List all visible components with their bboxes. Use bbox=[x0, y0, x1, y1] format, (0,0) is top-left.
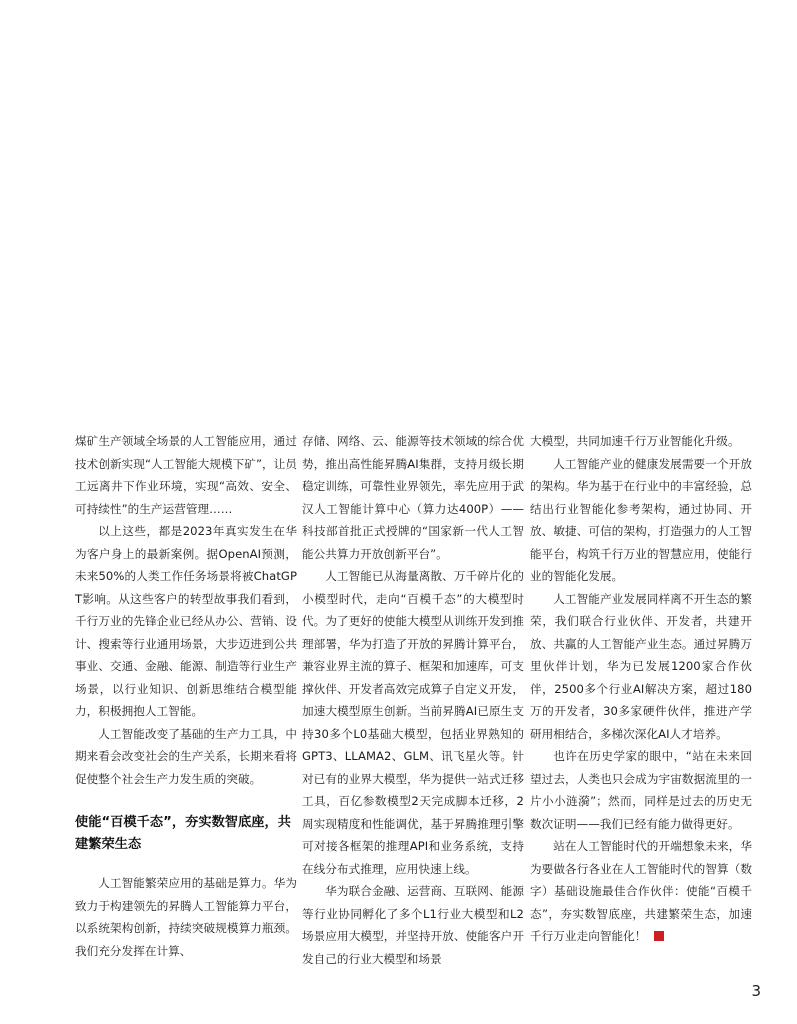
paragraph: 人工智能已从海量离散、万千碎片化的小模型时代，走向“百模千态”的大模型时代。为了更好的使能大模型从训练开发到推理部署，华为打造了开放的昇腾计算平台，兼容业界主流的算子、框架和加速库，可支撑伙伴、开发者高效完成算子自定义开发，加速大模型原生创新。当前昇腾AI已原生支持30多个L0基础大模型，包括业界熟知的GPT3、LLAMA2、GLM、讯飞星火等。针对已有的业界大模型，华为提供一站式迁移工具，百亿参数模型2天完成脚本迁移，2周实现精度和性能调优，基于昇腾推理引擎可对接各框架的推理API和业务系统，支持在线分布式推理，应用快速上线。 bbox=[302, 569, 524, 876]
paragraph: 煤矿生产领域全场景的人工智能应用，通过技术创新实现“人工智能大规模下矿”，让员工远离井下作业环境，实现“高效、安全、可持续性”的生产运营管理…… bbox=[75, 434, 297, 516]
section-heading: 使能“百模千态”，夯实数智底座，共建繁荣生态 bbox=[75, 815, 291, 852]
paragraph: 人工智能繁荣应用的基础是算力。华为致力于构建领先的昇腾人工智能算力平台，以系统架构创新，持续突破规模算力瓶颈。我们充分发挥在计算、 bbox=[75, 876, 297, 958]
paragraph: 华为联合金融、运营商、互联网、能源等行业协同孵化了多个L1行业大模型和L2场景应用大模型，并坚持开放、使能客户开发自己的行业大模型和场景 bbox=[302, 884, 524, 966]
paragraph: 大模型，共同加速千行万业智能化升级。 bbox=[530, 434, 740, 448]
paragraph-final bbox=[530, 835, 752, 948]
article-column-3 bbox=[530, 430, 752, 948]
article-column-2 bbox=[302, 430, 524, 970]
paragraph: 也许在历史学家的眼中，“站在未来回望过去，人类也只会成为宇宙数据流里的一片小小涟漪”；然而，同样是过去的历史无数次证明——我们已经有能力做得更好。 bbox=[530, 749, 752, 831]
paragraph: 人工智能产业发展同样离不开生态的繁荣，我们联合行业伙伴、开发者，共建开放、共赢的人工智能产业生态。通过昇腾万里伙伴计划，华为已发展1200家合作伙伴，2500多个行业AI解决方案，超过180万的开发者，30多家硬件伙伴，推进产学研用相结合，多梯次深化AI人才培养。 bbox=[530, 591, 752, 741]
paragraph: 人工智能改变了基础的生产力工具，中期来看会改变社会的生产关系，长期来看将促使整个社会生产力发生质的突破。 bbox=[75, 726, 297, 786]
paragraph: 存储、网络、云、能源等技术领域的综合优势，推出高性能昇腾AI集群，支持月级长期稳定训练，可靠性业界领先，率先应用于武汉人工智能计算中心（算力达400P）——科技部首批正式授牌的“国家新一代人工智能公共算力开放创新平台”。 bbox=[302, 434, 524, 561]
paragraph: 以上这些，都是2023年真实发生在华为客户身上的最新案例。据OpenAI预测，未来50%的人类工作任务场景将被ChatGPT影响。从这些客户的转型故事我们看到，千行万业的先锋企业已经从办公、营销、设计、搜索等行业通用场景，大步迈进到公共事业、交通、金融、能源、制造等行业生产场景，以行业知识、创新思维结合模型能力，积极拥抱人工智能。 bbox=[75, 524, 297, 718]
paragraph-final-text: 站在人工智能时代的开端想象未来，华为要做各行各业在人工智能时代的智算（数字）基础设施最佳合作伙伴：使能“百模千态”，夯实数智底座，共建繁荣生态，加速千行万业走向智能化！ bbox=[530, 839, 752, 943]
paragraph: 人工智能产业的健康发展需要一个开放的架构。华为基于在行业中的丰富经验，总结出行业智能化参考架构，通过协同、开放、敏捷、可信的架构，打造强力的人工智能平台，构筑千行万业的智慧应用，使能行业的智能化发展。 bbox=[530, 456, 752, 583]
article-column-1 bbox=[75, 430, 297, 962]
page-number: 3 bbox=[751, 982, 761, 1000]
end-mark-icon bbox=[654, 931, 664, 941]
